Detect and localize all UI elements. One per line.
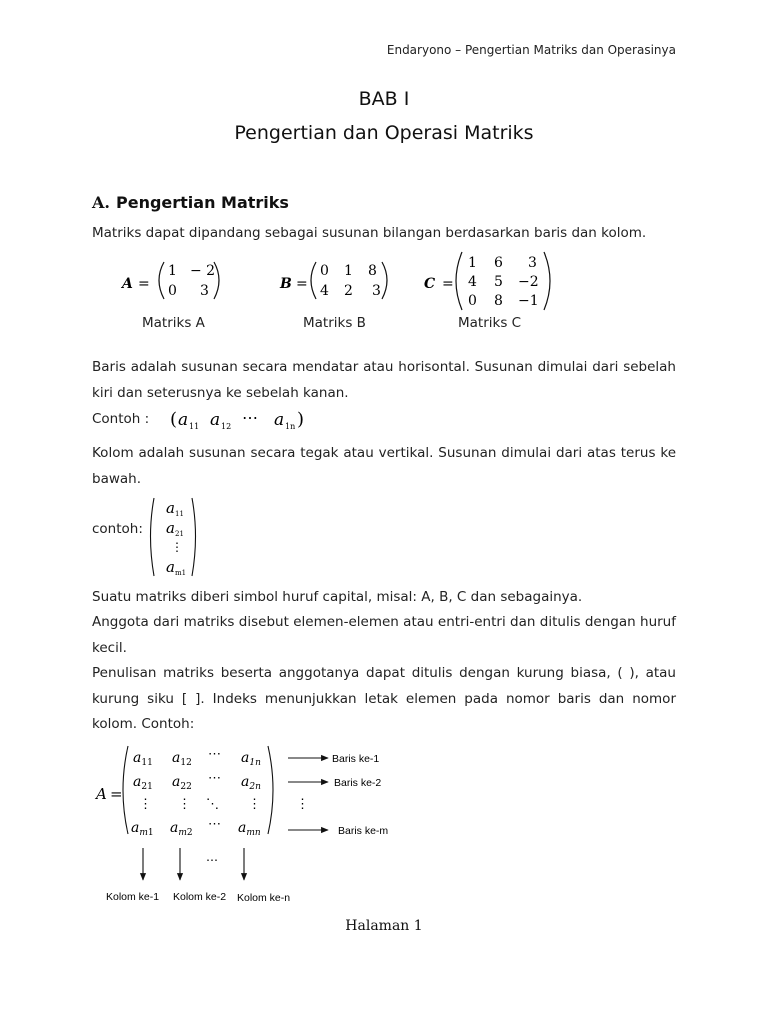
element-a: a	[178, 410, 189, 430]
matrix-a-cell: 3	[200, 283, 209, 299]
matrix-c-name: C	[424, 276, 436, 292]
matrix-c-cell: 3	[528, 255, 537, 271]
right-paren	[268, 746, 273, 834]
matrix-b-name: B	[280, 276, 292, 292]
left-paren	[159, 262, 164, 299]
column-element-index: m1	[175, 569, 187, 577]
ellipsis: ⋯	[208, 747, 221, 762]
column-vector-example	[146, 496, 206, 580]
vertical-ellipsis: ⋮	[178, 797, 191, 812]
example-matrices	[120, 250, 570, 316]
section-title: Pengertian Matriks	[115, 193, 289, 212]
penulisan-paragraph: Penulisan matriks beserta anggotanya dapat ditulis dengan kurung biasa, ( ), atau kurung siku [ ]. Indeks menunjukkan letak elemen pada nomor baris dan nomor kolom. Contoh:	[92, 665, 676, 732]
general-matrix-name: A	[96, 785, 107, 803]
right-paren	[544, 252, 550, 310]
ellipsis: ⋯	[206, 853, 218, 867]
matrix-b-cell: 8	[368, 263, 377, 279]
right-paren	[382, 262, 387, 299]
left-paren	[123, 746, 128, 834]
row-ellipsis: ⋯	[242, 408, 258, 427]
equals-sign: =	[442, 276, 454, 292]
vertical-ellipsis: ⋮	[139, 797, 152, 812]
right-paren: )	[297, 409, 305, 430]
equals-sign: =	[110, 785, 123, 803]
column-label: Kolom ke-1	[106, 891, 160, 903]
equals-sign: =	[138, 276, 150, 292]
matrix-c-cell: 5	[494, 274, 503, 290]
row-label: Baris ke-m	[338, 825, 389, 837]
element-a: a	[166, 558, 175, 576]
matrix-b-cell: 1	[344, 263, 353, 279]
right-paren	[192, 498, 196, 576]
running-header: Endaryono – Pengertian Matriks dan Operasinya	[386, 43, 676, 57]
equals-sign: =	[296, 276, 308, 292]
contoh-kolom-label: contoh:	[92, 521, 143, 537]
vertical-ellipsis: ⋮	[248, 797, 261, 812]
element-a: a	[210, 410, 221, 430]
row-element-index: 11	[189, 422, 200, 431]
matrix-b-cell: 4	[320, 283, 329, 299]
row-element-index: 12	[221, 422, 232, 431]
kolom-paragraph: Kolom adalah susunan secara tegak atau vertikal. Susunan dimulai dari atas terus ke bawah.	[92, 445, 676, 487]
matrix-c-cell: 8	[494, 293, 503, 309]
diagonal-ellipsis: ⋱	[206, 797, 219, 812]
left-paren	[456, 252, 462, 310]
matrix-b-label: Matriks B	[303, 315, 366, 331]
row-vector-example	[170, 406, 340, 436]
matrix-b-cell: 2	[344, 283, 353, 299]
left-paren	[151, 498, 155, 576]
matrix-element: $a_{21}$	[133, 774, 153, 792]
row-label: Baris ke-1	[332, 753, 380, 765]
matrix-element: $a_{22}$	[172, 774, 192, 792]
matrix-c-cell: 0	[468, 293, 477, 309]
ellipsis: ⋯	[208, 771, 221, 786]
chapter-number: BAB I	[358, 88, 410, 110]
section-number: A.	[92, 193, 110, 212]
section-heading	[92, 193, 289, 212]
general-matrix-figure	[92, 742, 432, 910]
matrix-element: $a_{12}$	[172, 750, 192, 768]
left-paren	[311, 262, 316, 299]
matrix-a-label: Matriks A	[142, 315, 205, 331]
matrix-a-name: A	[122, 276, 133, 292]
matrix-element: $a_{2n}$	[241, 774, 261, 792]
matrix-element: $a_{mn}$	[238, 820, 261, 838]
anggota-paragraph: Anggota dari matriks disebut elemen-elemen atau entri-entri dan ditulis dengan huruf kecil.	[92, 614, 676, 656]
matrix-element: $a_{11}$	[133, 750, 153, 768]
matrix-element: $a_{1n}$	[241, 750, 261, 768]
ellipsis: ⋯	[208, 817, 221, 832]
column-ellipsis: ⋮	[171, 540, 183, 554]
page-number: Halaman 1	[345, 918, 423, 934]
matrix-c-cell: −2	[518, 274, 539, 290]
chapter-title: Pengertian dan Operasi Matriks	[234, 122, 534, 144]
column-label: Kolom ke-n	[237, 892, 291, 904]
matrix-a-cell: 1	[168, 263, 177, 279]
row-label: Baris ke-2	[334, 777, 382, 789]
column-element-index: 11	[175, 510, 184, 518]
matrix-c-cell: 1	[468, 255, 477, 271]
column-label: Kolom ke-2	[173, 891, 227, 903]
column-element-index: 21	[175, 530, 184, 538]
simbol-paragraph: Suatu matriks diberi simbol huruf capital, misal: A, B, C dan sebagainya.	[92, 589, 583, 605]
matrix-b-cell: 0	[320, 263, 329, 279]
matrix-element: $a_m2$	[170, 820, 193, 838]
element-a: a	[166, 499, 175, 517]
row-element-index: 1n	[285, 422, 296, 431]
baris-paragraph: Baris adalah susunan secara mendatar atau horisontal. Susunan dimulai dari sebelah kiri dan seterusnya ke sebelah kanan.	[92, 359, 676, 401]
matrix-element: $a_m1$	[131, 820, 154, 838]
element-a: a	[274, 410, 285, 430]
left-paren: (	[170, 409, 178, 430]
matrix-c-cell: −1	[518, 293, 539, 309]
intro-paragraph: Matriks dapat dipandang sebagai susunan bilangan berdasarkan baris dan kolom.	[92, 225, 647, 241]
matrix-c-label: Matriks C	[458, 315, 522, 331]
contoh-baris-label: Contoh :	[92, 411, 150, 427]
matrix-c-cell: 6	[494, 255, 503, 271]
vertical-ellipsis: ⋮	[296, 797, 309, 812]
matrix-b-cell: 3	[372, 283, 381, 299]
matrix-a-cell: 0	[168, 283, 177, 299]
matrix-c-cell: 4	[468, 274, 477, 290]
matrix-a-cell: − 2	[190, 263, 216, 279]
element-a: a	[166, 519, 175, 537]
